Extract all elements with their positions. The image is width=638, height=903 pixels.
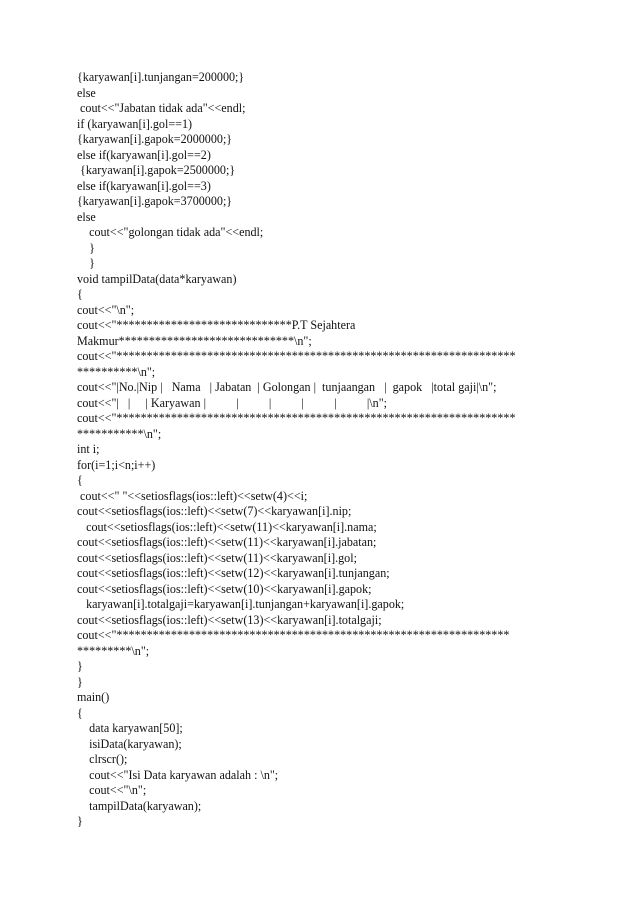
code-line: int i; <box>77 442 100 456</box>
code-line: } <box>77 659 83 673</box>
code-line: cout<<"\n"; <box>77 302 135 317</box>
code-line: cout<<"*****************************P.T Sejahtera <box>77 318 356 332</box>
code-line: } <box>77 814 83 828</box>
code-line: } <box>77 240 95 255</box>
code-line: cout<<"\n"; <box>77 783 147 797</box>
code-line: cout<<" "<<setiosflags(ios::left)<<setw(4)<<i; <box>77 488 308 503</box>
code-line: cout<<setiosflags(ios::left)<<setw(10)<<karyawan[i].gapok; <box>77 581 372 596</box>
code-line: else if(karyawan[i].gol==3) <box>77 178 211 193</box>
code-line: void tampilData(data*karyawan) <box>77 271 237 286</box>
code-line: cout<<"| | | Karyawan | | | | | |\n"; <box>77 395 387 410</box>
code-line: **********\n"; <box>77 364 156 379</box>
code-line: cout<<setiosflags(ios::left)<<setw(13)<<karyawan[i].totalgaji; <box>77 612 382 627</box>
code-line: {karyawan[i].tunjangan=200000;} <box>77 70 245 84</box>
code-line: cout<<"Jabatan tidak ada"<<endl; <box>77 101 246 115</box>
code-line: } <box>77 674 83 689</box>
code-line: else <box>77 209 96 224</box>
code-line: ***********\n"; <box>77 426 162 441</box>
code-line: isiData(karyawan); <box>77 736 182 751</box>
code-line: {karyawan[i].gapok=2500000;} <box>77 163 236 177</box>
code-line: {karyawan[i].gapok=3700000;} <box>77 194 233 208</box>
code-line: Makmur*****************************\n"; <box>77 333 312 348</box>
code-line: karyawan[i].totalgaji=karyawan[i].tunjangan+karyawan[i].gapok; <box>77 597 405 611</box>
code-line: main() <box>77 690 110 704</box>
code-line: cout<<setiosflags(ios::left)<<setw(11)<<karyawan[i].jabatan; <box>77 535 377 549</box>
code-line: cout<<"golongan tidak ada"<<endl; <box>77 225 264 239</box>
code-line: for(i=1;i<n;i++) <box>77 457 156 472</box>
code-listing <box>77 70 597 830</box>
code-line: if (karyawan[i].gol==1) <box>77 116 193 131</box>
code-line: { <box>77 473 83 487</box>
code-line: else if(karyawan[i].gol==2) <box>77 147 211 162</box>
code-line: } <box>77 256 95 270</box>
code-line: cout<<"****************************************************************** <box>77 411 516 425</box>
code-line: tampilData(karyawan); <box>77 798 202 813</box>
code-line: cout<<"Isi Data karyawan adalah : \n"; <box>77 767 279 782</box>
code-line: cout<<setiosflags(ios::left)<<setw(11)<<karyawan[i].gol; <box>77 550 357 565</box>
code-line: else <box>77 85 96 100</box>
code-line: data karyawan[50]; <box>77 721 183 735</box>
code-line: *********\n"; <box>77 643 150 658</box>
code-line: { <box>77 287 83 301</box>
code-line: cout<<"****************************************************************** <box>77 349 516 363</box>
code-line: cout<<setiosflags(ios::left)<<setw(11)<<karyawan[i].nama; <box>77 519 377 534</box>
code-line: cout<<setiosflags(ios::left)<<setw(7)<<karyawan[i].nip; <box>77 504 352 518</box>
code-line: cout<<"|No.|Nip | Nama | Jabatan | Golongan | tunjaangan | gapok |total gaji|\n"; <box>77 380 497 394</box>
code-line: cout<<setiosflags(ios::left)<<setw(12)<<karyawan[i].tunjangan; <box>77 566 390 580</box>
code-line: cout<<"***************************************************************** <box>77 628 510 642</box>
code-line: { <box>77 705 83 720</box>
code-line: {karyawan[i].gapok=2000000;} <box>77 132 233 146</box>
code-line: clrscr(); <box>77 752 128 766</box>
